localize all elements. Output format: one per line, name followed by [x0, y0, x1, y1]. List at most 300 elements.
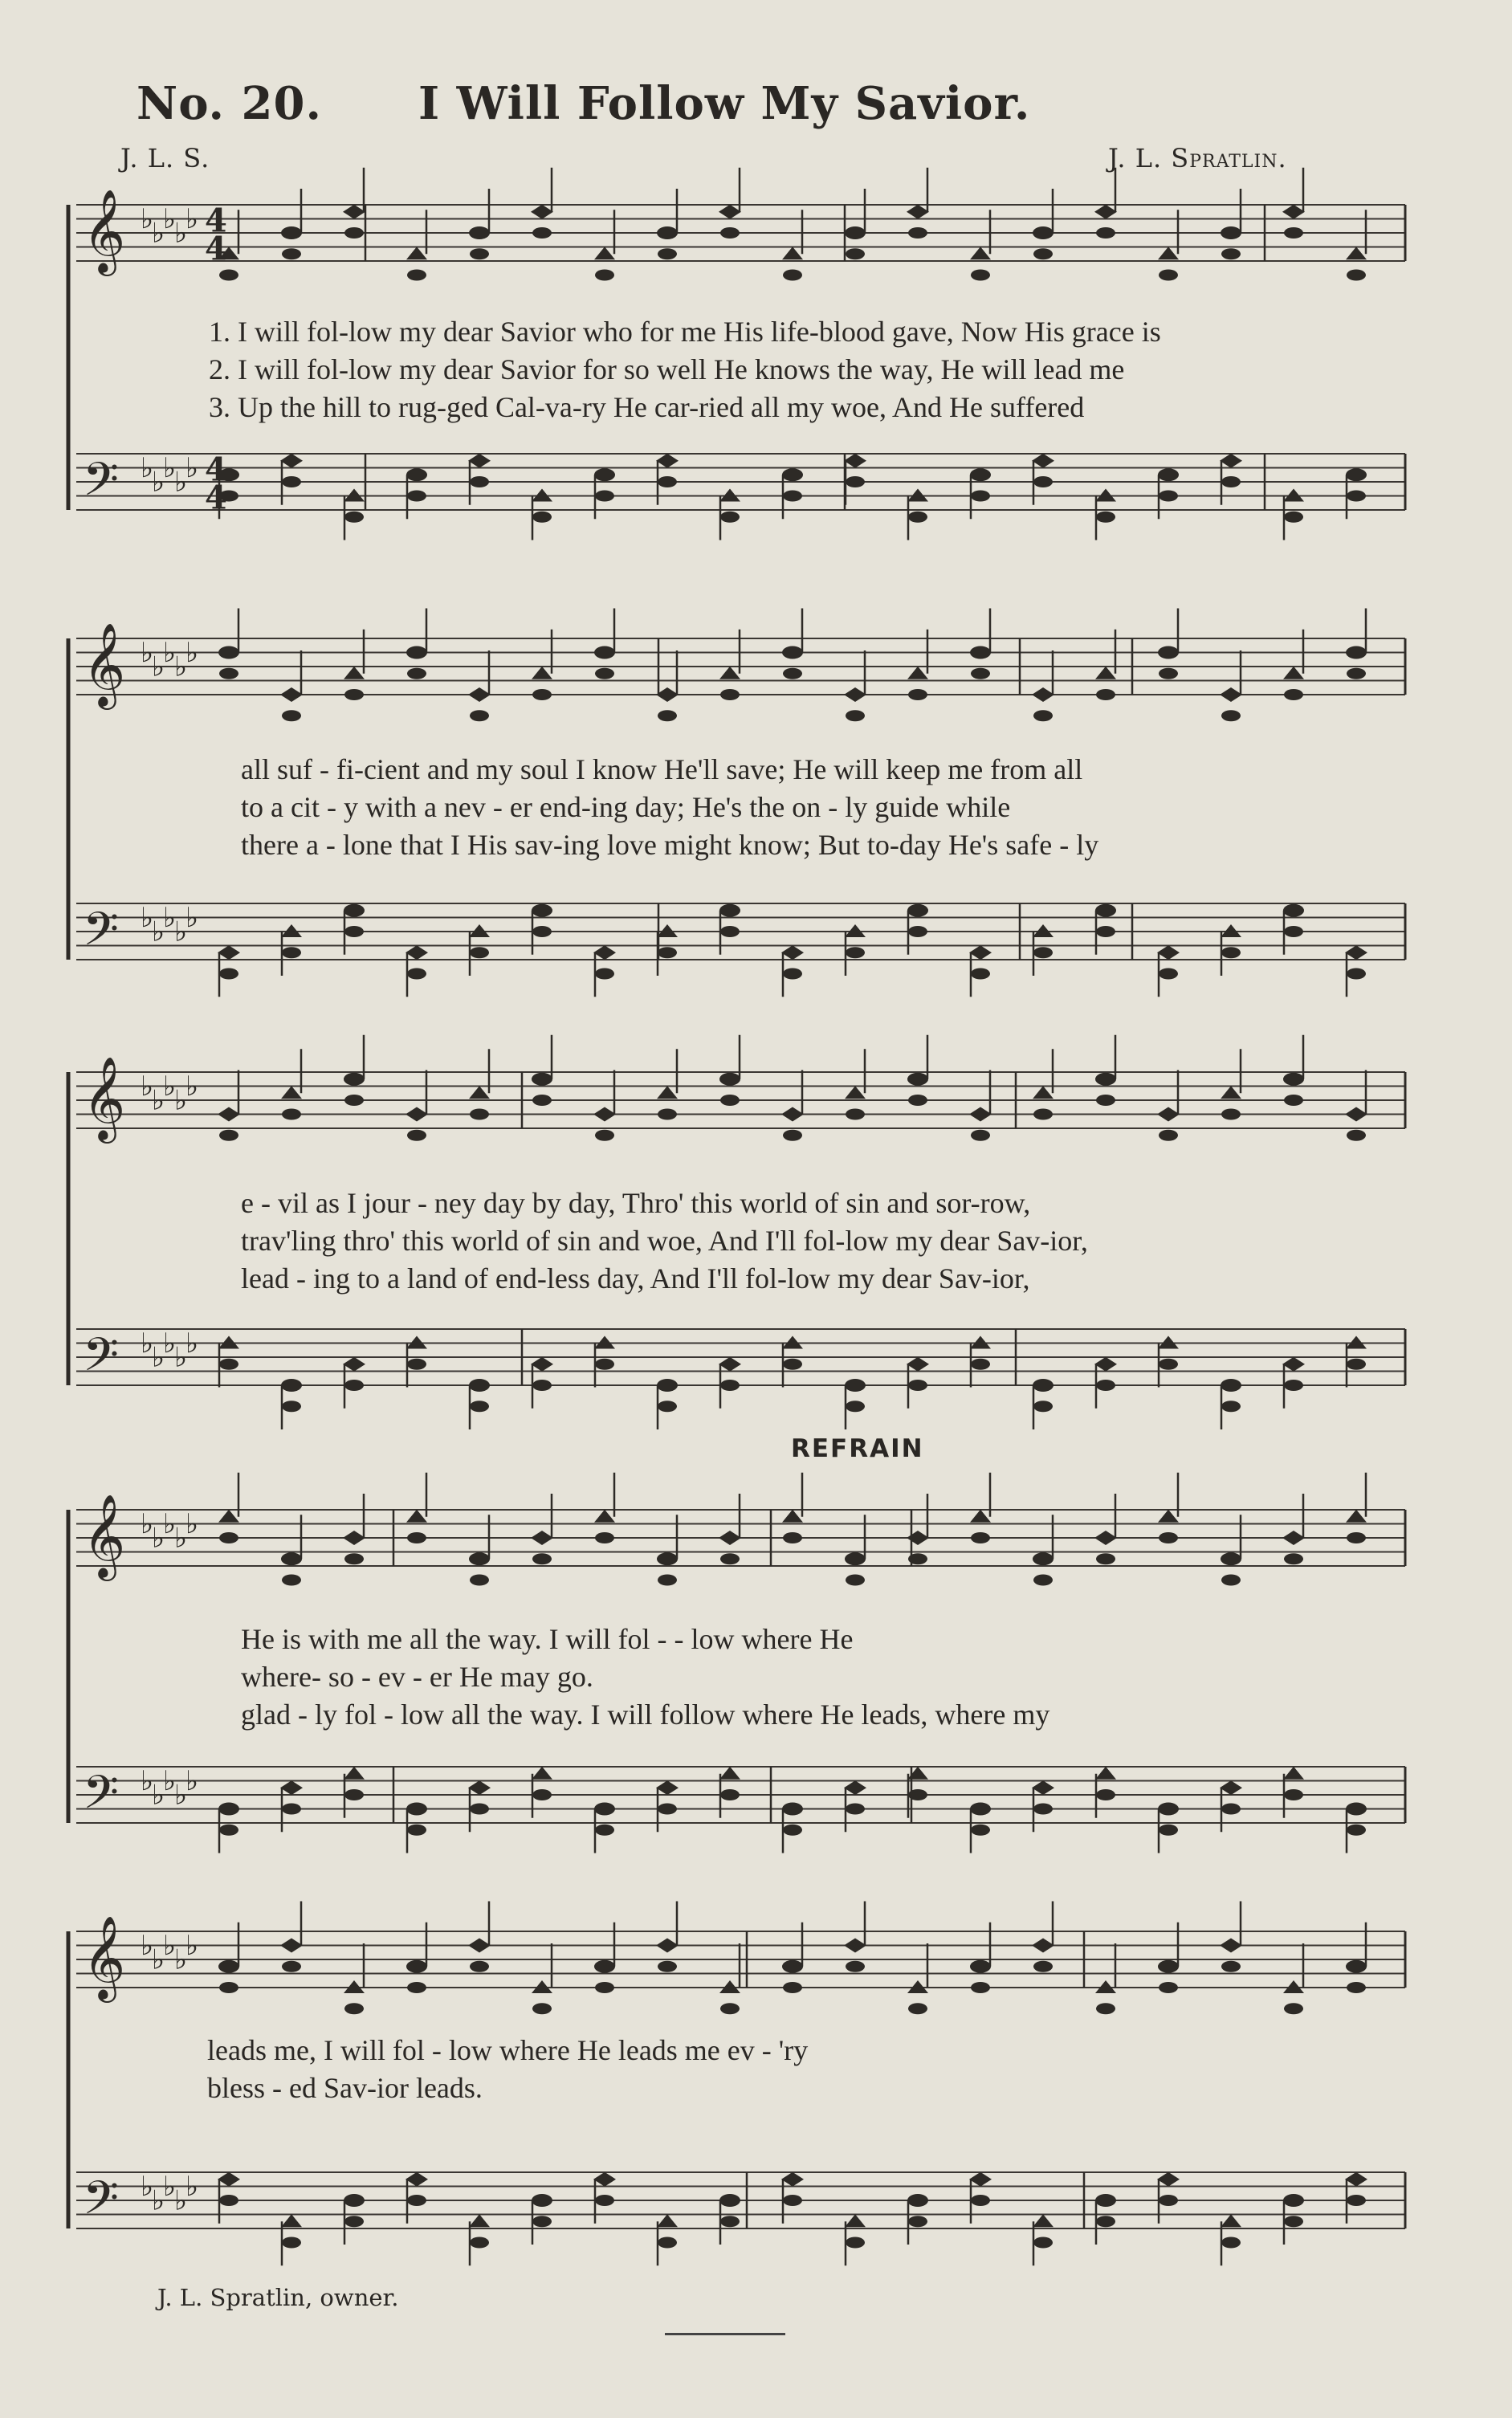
- lyrics-system-5: [207, 2032, 1380, 2107]
- note-head-icon: [1159, 1532, 1178, 1543]
- note-head-icon: [1096, 2216, 1115, 2227]
- note-head-icon: [783, 1130, 802, 1141]
- note-head-icon: [281, 1552, 302, 1565]
- note-head-icon: [282, 2237, 301, 2249]
- note-head-icon: [1033, 1109, 1053, 1120]
- note-head-icon: [594, 1803, 615, 1816]
- hymn-header: [137, 77, 1030, 130]
- flat-icon: ♭: [152, 466, 165, 499]
- note-head-icon: [218, 646, 239, 659]
- note-head-icon: [1282, 1357, 1305, 1372]
- note-head-icon: [406, 646, 427, 659]
- note-head-icon: [531, 205, 553, 219]
- lyric-line: 1. I will fol-low my dear Savior who for me His life-blood gave, Now His grace is: [209, 316, 1161, 348]
- flat-icon: ♭: [174, 1084, 188, 1117]
- flat-icon: ♭: [141, 637, 154, 669]
- note-head-icon: [658, 1575, 677, 1586]
- flat-icon: ♭: [185, 2171, 199, 2203]
- note-head-icon: [407, 1130, 426, 1141]
- note-head-icon: [1347, 968, 1366, 980]
- treble-clef-icon: 𝄞: [83, 622, 126, 707]
- note-head-icon: [720, 1789, 740, 1800]
- note-head-icon: [719, 1073, 740, 1086]
- note-head-icon: [1221, 1379, 1241, 1392]
- note-head-icon: [719, 205, 741, 219]
- note-head-icon: [470, 1804, 489, 1815]
- note-head-icon: [969, 2172, 992, 2187]
- note-head-icon: [532, 227, 552, 239]
- note-head-icon: [407, 968, 426, 980]
- note-head-icon: [971, 491, 990, 502]
- note-head-icon: [846, 476, 865, 487]
- flat-icon: ♭: [174, 1943, 188, 1976]
- note-head-icon: [470, 1109, 489, 1120]
- note-head-icon: [1347, 1982, 1366, 1993]
- note-head-icon: [282, 1401, 301, 1412]
- note-head-icon: [844, 1780, 866, 1795]
- note-head-icon: [1282, 1531, 1305, 1545]
- lyric-line: e - vil as I jour - ney day by day, Thro' this world of sin and sor-row,: [241, 1187, 1031, 1219]
- note-head-icon: [1220, 1780, 1242, 1795]
- note-head-icon: [1284, 1553, 1303, 1564]
- note-head-icon: [1096, 1095, 1115, 1106]
- note-head-icon: [1221, 710, 1241, 721]
- flat-icon: ♭: [185, 637, 199, 669]
- note-head-icon: [595, 668, 614, 679]
- note-head-icon: [1033, 710, 1053, 721]
- note-head-icon: [219, 1532, 238, 1543]
- note-head-icon: [657, 226, 678, 239]
- note-head-icon: [344, 1380, 364, 1391]
- note-head-icon: [406, 468, 427, 481]
- note-head-icon: [218, 945, 240, 960]
- note-head-icon: [720, 227, 740, 239]
- note-head-icon: [1284, 926, 1303, 937]
- time-signature-bottom: 4: [205, 479, 227, 517]
- time-signature-bottom: 4: [205, 230, 227, 268]
- lyric-line: leads me, I will fol - low where He leads me ev - 'ry: [207, 2034, 809, 2066]
- note-head-icon: [1158, 247, 1179, 259]
- note-head-icon: [657, 2214, 678, 2227]
- note-head-icon: [1033, 1379, 1054, 1392]
- note-head-icon: [344, 689, 364, 700]
- note-head-icon: [344, 1767, 365, 1780]
- note-head-icon: [782, 1803, 803, 1816]
- flat-icon: ♭: [152, 1522, 165, 1555]
- note-head-icon: [532, 667, 552, 679]
- note-head-icon: [1159, 1982, 1178, 1993]
- note-head-icon: [844, 454, 866, 468]
- flat-icon: ♭: [163, 902, 177, 934]
- hymn-title: I Will Follow My Savior.: [418, 77, 1031, 130]
- note-head-icon: [594, 247, 615, 259]
- note-head-icon: [595, 1532, 614, 1543]
- note-head-icon: [593, 2172, 616, 2187]
- note-head-icon: [1158, 1960, 1179, 1973]
- note-head-icon: [1346, 1803, 1367, 1816]
- note-head-icon: [282, 1804, 301, 1815]
- note-head-icon: [1095, 2194, 1116, 2207]
- note-head-icon: [532, 904, 552, 917]
- note-head-icon: [658, 1401, 677, 1412]
- note-head-icon: [344, 926, 364, 937]
- note-head-icon: [782, 1510, 803, 1523]
- note-head-icon: [720, 926, 740, 937]
- note-head-icon: [470, 710, 489, 721]
- lyrics-system-2: [241, 751, 1413, 864]
- note-head-icon: [1221, 1552, 1241, 1565]
- note-head-icon: [407, 1532, 426, 1543]
- note-head-icon: [783, 1982, 802, 1993]
- note-head-icon: [1158, 1803, 1179, 1816]
- note-head-icon: [1284, 2003, 1303, 2014]
- note-head-icon: [531, 1531, 553, 1545]
- note-head-icon: [971, 270, 990, 281]
- flat-icon: ♭: [174, 217, 188, 250]
- note-head-icon: [1157, 945, 1180, 960]
- note-head-icon: [1095, 1073, 1116, 1086]
- bass-clef-icon: 𝄢: [83, 902, 120, 968]
- note-head-icon: [1284, 689, 1303, 700]
- note-head-icon: [782, 247, 803, 259]
- note-head-icon: [1284, 1789, 1303, 1800]
- note-head-icon: [971, 668, 990, 679]
- note-head-icon: [907, 904, 928, 917]
- bass-clef-icon: 𝄢: [83, 1765, 120, 1831]
- note-head-icon: [407, 1359, 426, 1370]
- note-head-icon: [1096, 1553, 1115, 1564]
- note-head-icon: [1159, 668, 1178, 679]
- flat-icon: ♭: [141, 203, 154, 235]
- note-head-icon: [1095, 667, 1116, 679]
- flat-icon: ♭: [163, 1930, 177, 1962]
- flat-icon: ♭: [141, 1508, 154, 1540]
- note-head-icon: [532, 1767, 552, 1780]
- flat-icon: ♭: [185, 1070, 199, 1103]
- note-head-icon: [970, 1803, 991, 1816]
- note-head-icon: [782, 468, 803, 481]
- lyrics-system-3: [241, 1185, 1413, 1298]
- note-head-icon: [1284, 1095, 1303, 1106]
- note-head-icon: [844, 1939, 866, 1953]
- bass-clef-icon: 𝄢: [83, 1327, 120, 1393]
- hymn-number: No. 20.: [137, 77, 322, 130]
- flat-icon: ♭: [163, 1070, 177, 1103]
- note-head-icon: [846, 2237, 865, 2249]
- note-head-icon: [1282, 205, 1305, 219]
- note-head-icon: [594, 646, 615, 659]
- note-head-icon: [658, 2237, 677, 2249]
- note-head-icon: [280, 687, 303, 702]
- note-head-icon: [719, 1357, 741, 1372]
- note-head-icon: [846, 1109, 865, 1120]
- note-head-icon: [219, 270, 238, 281]
- note-head-icon: [281, 2214, 302, 2227]
- music-credit: J. L. Spratlin.: [1108, 143, 1287, 173]
- note-head-icon: [783, 968, 802, 980]
- note-head-icon: [907, 1357, 929, 1372]
- note-head-icon: [845, 226, 866, 239]
- note-head-icon: [1346, 1960, 1367, 1973]
- note-head-icon: [344, 2003, 364, 2014]
- words-credit: J. L. S.: [120, 143, 210, 173]
- note-head-icon: [844, 687, 866, 702]
- note-head-icon: [1033, 947, 1053, 958]
- note-head-icon: [1157, 1107, 1180, 1122]
- note-head-icon: [1032, 687, 1054, 702]
- note-head-icon: [1159, 1359, 1178, 1370]
- note-head-icon: [971, 1130, 990, 1141]
- note-head-icon: [218, 2172, 240, 2187]
- flat-icon: ♭: [152, 2184, 165, 2217]
- note-head-icon: [468, 1780, 491, 1795]
- note-head-icon: [1347, 270, 1366, 281]
- note-head-icon: [1096, 2003, 1115, 2014]
- note-head-icon: [1346, 468, 1367, 481]
- note-head-icon: [1221, 2214, 1241, 2227]
- note-head-icon: [470, 2237, 489, 2249]
- treble-clef-icon: 𝄞: [83, 189, 126, 273]
- note-head-icon: [282, 1575, 301, 1586]
- note-head-icon: [845, 2214, 866, 2227]
- note-head-icon: [470, 476, 489, 487]
- note-head-icon: [907, 2194, 928, 2207]
- note-head-icon: [783, 2195, 802, 2206]
- lyric-line: bless - ed Sav-ior leads.: [207, 2072, 483, 2104]
- note-head-icon: [218, 1107, 240, 1122]
- note-head-icon: [907, 667, 928, 679]
- note-head-icon: [1096, 926, 1115, 937]
- note-head-icon: [344, 2194, 365, 2207]
- flat-icon: ♭: [141, 1930, 154, 1962]
- note-head-icon: [781, 2172, 804, 2187]
- note-head-icon: [1096, 689, 1115, 700]
- note-head-icon: [845, 1379, 866, 1392]
- note-head-icon: [1346, 1510, 1367, 1523]
- note-head-icon: [1221, 1804, 1241, 1815]
- note-head-icon: [846, 248, 865, 259]
- note-head-icon: [1347, 1825, 1366, 1836]
- flat-icon: ♭: [141, 902, 154, 934]
- lyric-line: all suf - fi-cient and my soul I know He'll save; He will keep me from all: [241, 753, 1083, 785]
- note-head-icon: [907, 1073, 928, 1086]
- note-head-icon: [407, 491, 426, 502]
- note-head-icon: [280, 1780, 303, 1795]
- note-head-icon: [1283, 1073, 1304, 1086]
- note-head-icon: [1221, 2237, 1241, 2249]
- note-head-icon: [280, 454, 303, 468]
- note-head-icon: [1033, 248, 1053, 259]
- note-head-icon: [657, 1552, 678, 1565]
- note-head-icon: [971, 1825, 990, 1836]
- note-head-icon: [470, 1575, 489, 1586]
- note-head-icon: [344, 667, 365, 679]
- note-head-icon: [971, 968, 990, 980]
- flat-icon: ♭: [141, 452, 154, 484]
- note-head-icon: [908, 926, 927, 937]
- treble-clef-icon: 𝄞: [83, 1056, 126, 1140]
- note-head-icon: [1221, 476, 1241, 487]
- note-head-icon: [344, 1789, 364, 1800]
- note-head-icon: [595, 1825, 614, 1836]
- note-head-icon: [532, 2003, 552, 2014]
- note-head-icon: [532, 2194, 552, 2207]
- note-head-icon: [406, 1803, 427, 1816]
- note-head-icon: [532, 1553, 552, 1564]
- note-head-icon: [282, 1961, 301, 1972]
- note-head-icon: [407, 1982, 426, 1993]
- note-head-icon: [469, 226, 490, 239]
- treble-clef-icon: 𝄞: [83, 1915, 126, 2000]
- flat-icon: ♭: [174, 466, 188, 499]
- note-head-icon: [969, 1107, 992, 1122]
- note-head-icon: [720, 1553, 740, 1564]
- note-head-icon: [782, 1960, 803, 1973]
- note-head-icon: [907, 1531, 929, 1545]
- note-head-icon: [1284, 1380, 1303, 1391]
- note-head-icon: [219, 1982, 238, 1993]
- note-head-icon: [282, 710, 301, 721]
- note-head-icon: [656, 1939, 679, 1953]
- flat-icon: ♭: [152, 1943, 165, 1976]
- note-head-icon: [1094, 205, 1117, 219]
- note-head-icon: [1033, 1575, 1053, 1586]
- note-head-icon: [1221, 1401, 1241, 1412]
- note-head-icon: [532, 689, 552, 700]
- note-head-icon: [470, 1961, 489, 1972]
- note-head-icon: [1159, 1825, 1178, 1836]
- note-head-icon: [1221, 1575, 1241, 1586]
- note-head-icon: [908, 227, 927, 239]
- note-head-icon: [1220, 687, 1242, 702]
- note-head-icon: [846, 710, 865, 721]
- flat-icon: ♭: [141, 1070, 154, 1103]
- note-head-icon: [783, 1532, 802, 1543]
- note-head-icon: [219, 2195, 238, 2206]
- note-head-icon: [720, 1095, 740, 1106]
- flat-icon: ♭: [174, 915, 188, 948]
- note-head-icon: [469, 1379, 490, 1392]
- note-head-icon: [720, 689, 740, 700]
- note-head-icon: [1347, 1359, 1366, 1370]
- note-head-icon: [407, 668, 426, 679]
- note-head-icon: [1346, 247, 1367, 259]
- lyric-line: 2. I will fol-low my dear Savior for so well He knows the way, He will lead me: [209, 353, 1125, 385]
- note-head-icon: [1157, 2172, 1180, 2187]
- note-head-icon: [1345, 1107, 1367, 1122]
- note-head-icon: [1284, 2216, 1303, 2227]
- note-head-icon: [781, 1107, 804, 1122]
- note-head-icon: [594, 1960, 615, 1973]
- note-head-icon: [282, 248, 301, 259]
- note-head-icon: [1284, 227, 1303, 239]
- note-head-icon: [970, 468, 991, 481]
- note-head-icon: [406, 247, 427, 259]
- note-head-icon: [593, 1107, 616, 1122]
- note-head-icon: [470, 248, 489, 259]
- lyric-line: lead - ing to a land of end-less day, And I'll fol-low my dear Sav-ior,: [241, 1262, 1030, 1295]
- note-head-icon: [595, 1982, 614, 1993]
- note-head-icon: [532, 1789, 552, 1800]
- note-head-icon: [470, 1401, 489, 1412]
- lyrics-system-4: [241, 1621, 1413, 1734]
- note-head-icon: [970, 1510, 991, 1523]
- note-head-icon: [532, 512, 552, 523]
- bass-clef-icon: 𝄢: [83, 452, 120, 518]
- flat-icon: ♭: [185, 1327, 199, 1360]
- note-head-icon: [970, 1960, 991, 1973]
- note-head-icon: [594, 1510, 615, 1523]
- note-head-icon: [218, 1803, 239, 1816]
- note-head-icon: [783, 270, 802, 281]
- note-head-icon: [1221, 226, 1241, 239]
- note-head-icon: [1345, 945, 1367, 960]
- note-head-icon: [657, 1379, 678, 1392]
- note-head-icon: [1032, 454, 1054, 468]
- note-head-icon: [344, 227, 364, 239]
- note-head-icon: [282, 476, 301, 487]
- flat-icon: ♭: [152, 1084, 165, 1117]
- time-signature-top: 4: [205, 451, 227, 489]
- flat-icon: ♭: [185, 452, 199, 484]
- note-head-icon: [344, 1073, 365, 1086]
- note-head-icon: [783, 668, 802, 679]
- note-head-icon: [406, 1510, 427, 1523]
- note-head-icon: [219, 1825, 238, 1836]
- note-head-icon: [219, 668, 238, 679]
- note-head-icon: [406, 945, 428, 960]
- note-head-icon: [595, 270, 614, 281]
- note-head-icon: [1033, 1804, 1053, 1815]
- note-head-icon: [783, 1825, 802, 1836]
- note-head-icon: [593, 945, 616, 960]
- lyric-line: to a cit - y with a nev - er end-ing day; He's the on - ly guide while: [241, 791, 1011, 823]
- note-head-icon: [658, 947, 677, 958]
- note-head-icon: [720, 1380, 740, 1391]
- note-head-icon: [658, 248, 677, 259]
- note-head-icon: [344, 1095, 364, 1106]
- note-head-icon: [1283, 2194, 1304, 2207]
- note-head-icon: [1347, 1130, 1366, 1141]
- note-head-icon: [343, 1357, 365, 1372]
- flat-icon: ♭: [174, 650, 188, 683]
- note-head-icon: [781, 945, 804, 960]
- footer-rule: [665, 2333, 785, 2335]
- refrain-label: REFRAIN: [791, 1434, 924, 1463]
- flat-icon: ♭: [163, 2171, 177, 2203]
- note-head-icon: [719, 1531, 741, 1545]
- note-head-icon: [908, 689, 927, 700]
- flat-icon: ♭: [163, 1327, 177, 1360]
- note-head-icon: [219, 968, 238, 980]
- note-head-icon: [719, 1767, 740, 1780]
- note-head-icon: [595, 1359, 614, 1370]
- note-head-icon: [971, 2195, 990, 2206]
- lyrics-system-1: [209, 313, 1413, 426]
- note-head-icon: [595, 968, 614, 980]
- note-head-icon: [281, 1379, 302, 1392]
- note-head-icon: [1221, 1961, 1241, 1972]
- note-head-icon: [532, 2216, 552, 2227]
- copyright-owner: J. L. Spratlin, owner.: [157, 2284, 399, 2311]
- bass-clef-icon: 𝄢: [83, 2171, 120, 2237]
- note-head-icon: [658, 1804, 677, 1815]
- note-head-icon: [1346, 646, 1367, 659]
- note-head-icon: [657, 1086, 678, 1099]
- flat-icon: ♭: [163, 203, 177, 235]
- note-head-icon: [719, 904, 740, 917]
- note-head-icon: [1033, 226, 1054, 239]
